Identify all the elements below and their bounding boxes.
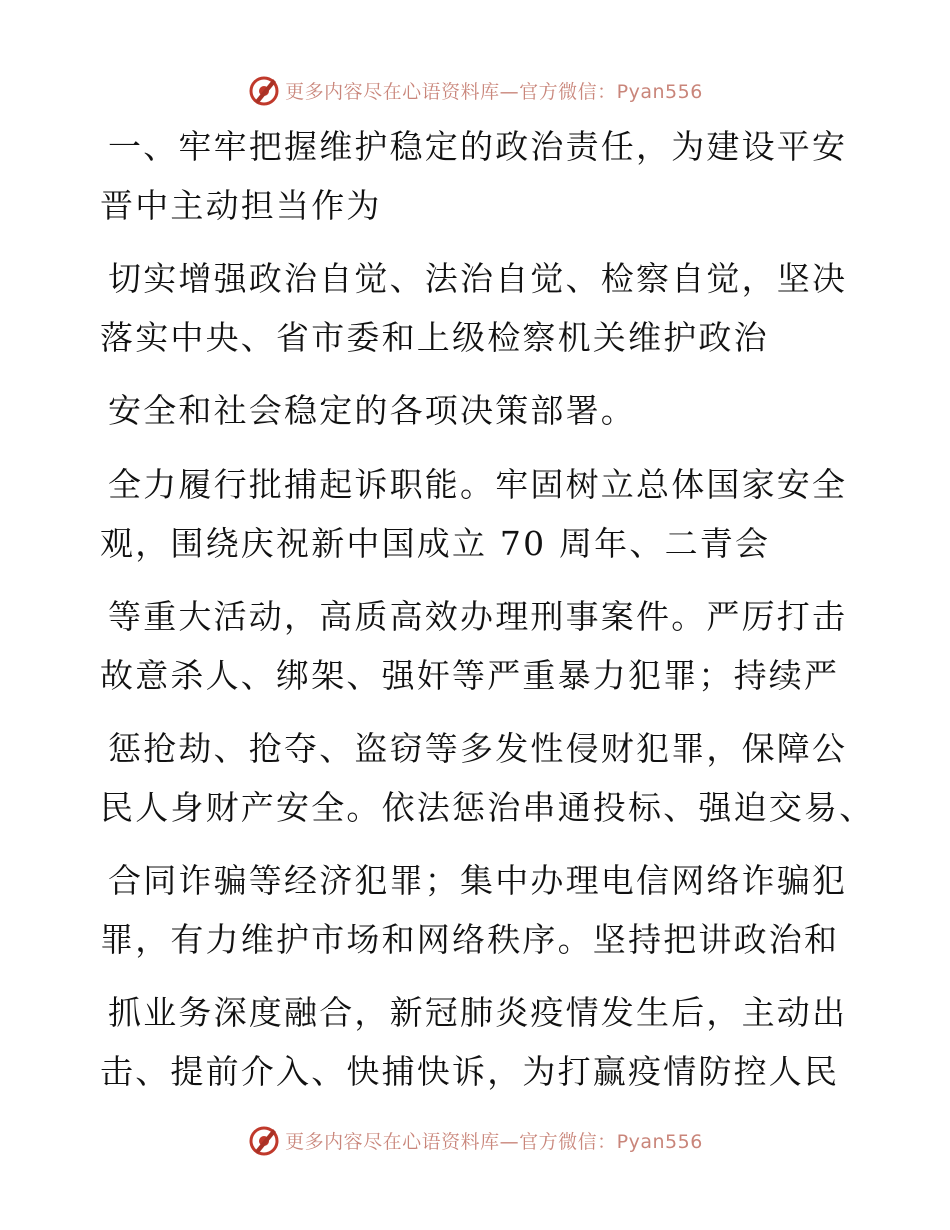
body-line: 故意杀人、绑架、强奸等严重暴力犯罪；持续严 [100,656,840,695]
watermark-text: 更多内容尽在心语资料库—官方微信：Pyan556 [285,1130,703,1153]
body-line: 击、提前介入、快捕快诉，为打赢疫情防控人民 [100,1052,840,1091]
footer-watermark [0,1120,950,1160]
pen-nib-logo-icon [247,1123,281,1157]
body-line: 合同诈骗等经济犯罪；集中办理电信网络诈骗犯 [108,861,848,900]
body-line: 惩抢劫、抢夺、盗窃等多发性侵财犯罪，保障公 [108,729,848,768]
body-line: 全力履行批捕起诉职能。牢固树立总体国家安全 [108,465,848,504]
body-line: 落实中央、省市委和上级检察机关维护政治 [100,318,769,357]
body-line: 一、牢牢把握维护稳定的政治责任，为建设平安 [108,127,848,166]
body-line: 抓业务深度融合，新冠肺炎疫情发生后，主动出 [108,993,848,1032]
body-line: 晋中主动担当作为 [100,186,382,225]
watermark-text: 更多内容尽在心语资料库—官方微信：Pyan556 [285,80,703,103]
body-line: 民人身财产安全。依法惩治串通投标、强迫交易、 [100,788,875,827]
body-line: 切实增强政治自觉、法治自觉、检察自觉，坚决 [108,259,848,298]
body-line: 罪，有力维护市场和网络秩序。坚持把讲政治和 [100,920,840,959]
body-line: 观，围绕庆祝新中国成立 70 周年、二青会 [100,524,771,563]
body-line: 安全和社会稳定的各项决策部署。 [108,391,636,430]
body-line: 等重大活动，高质高效办理刑事案件。严厉打击 [108,597,848,636]
